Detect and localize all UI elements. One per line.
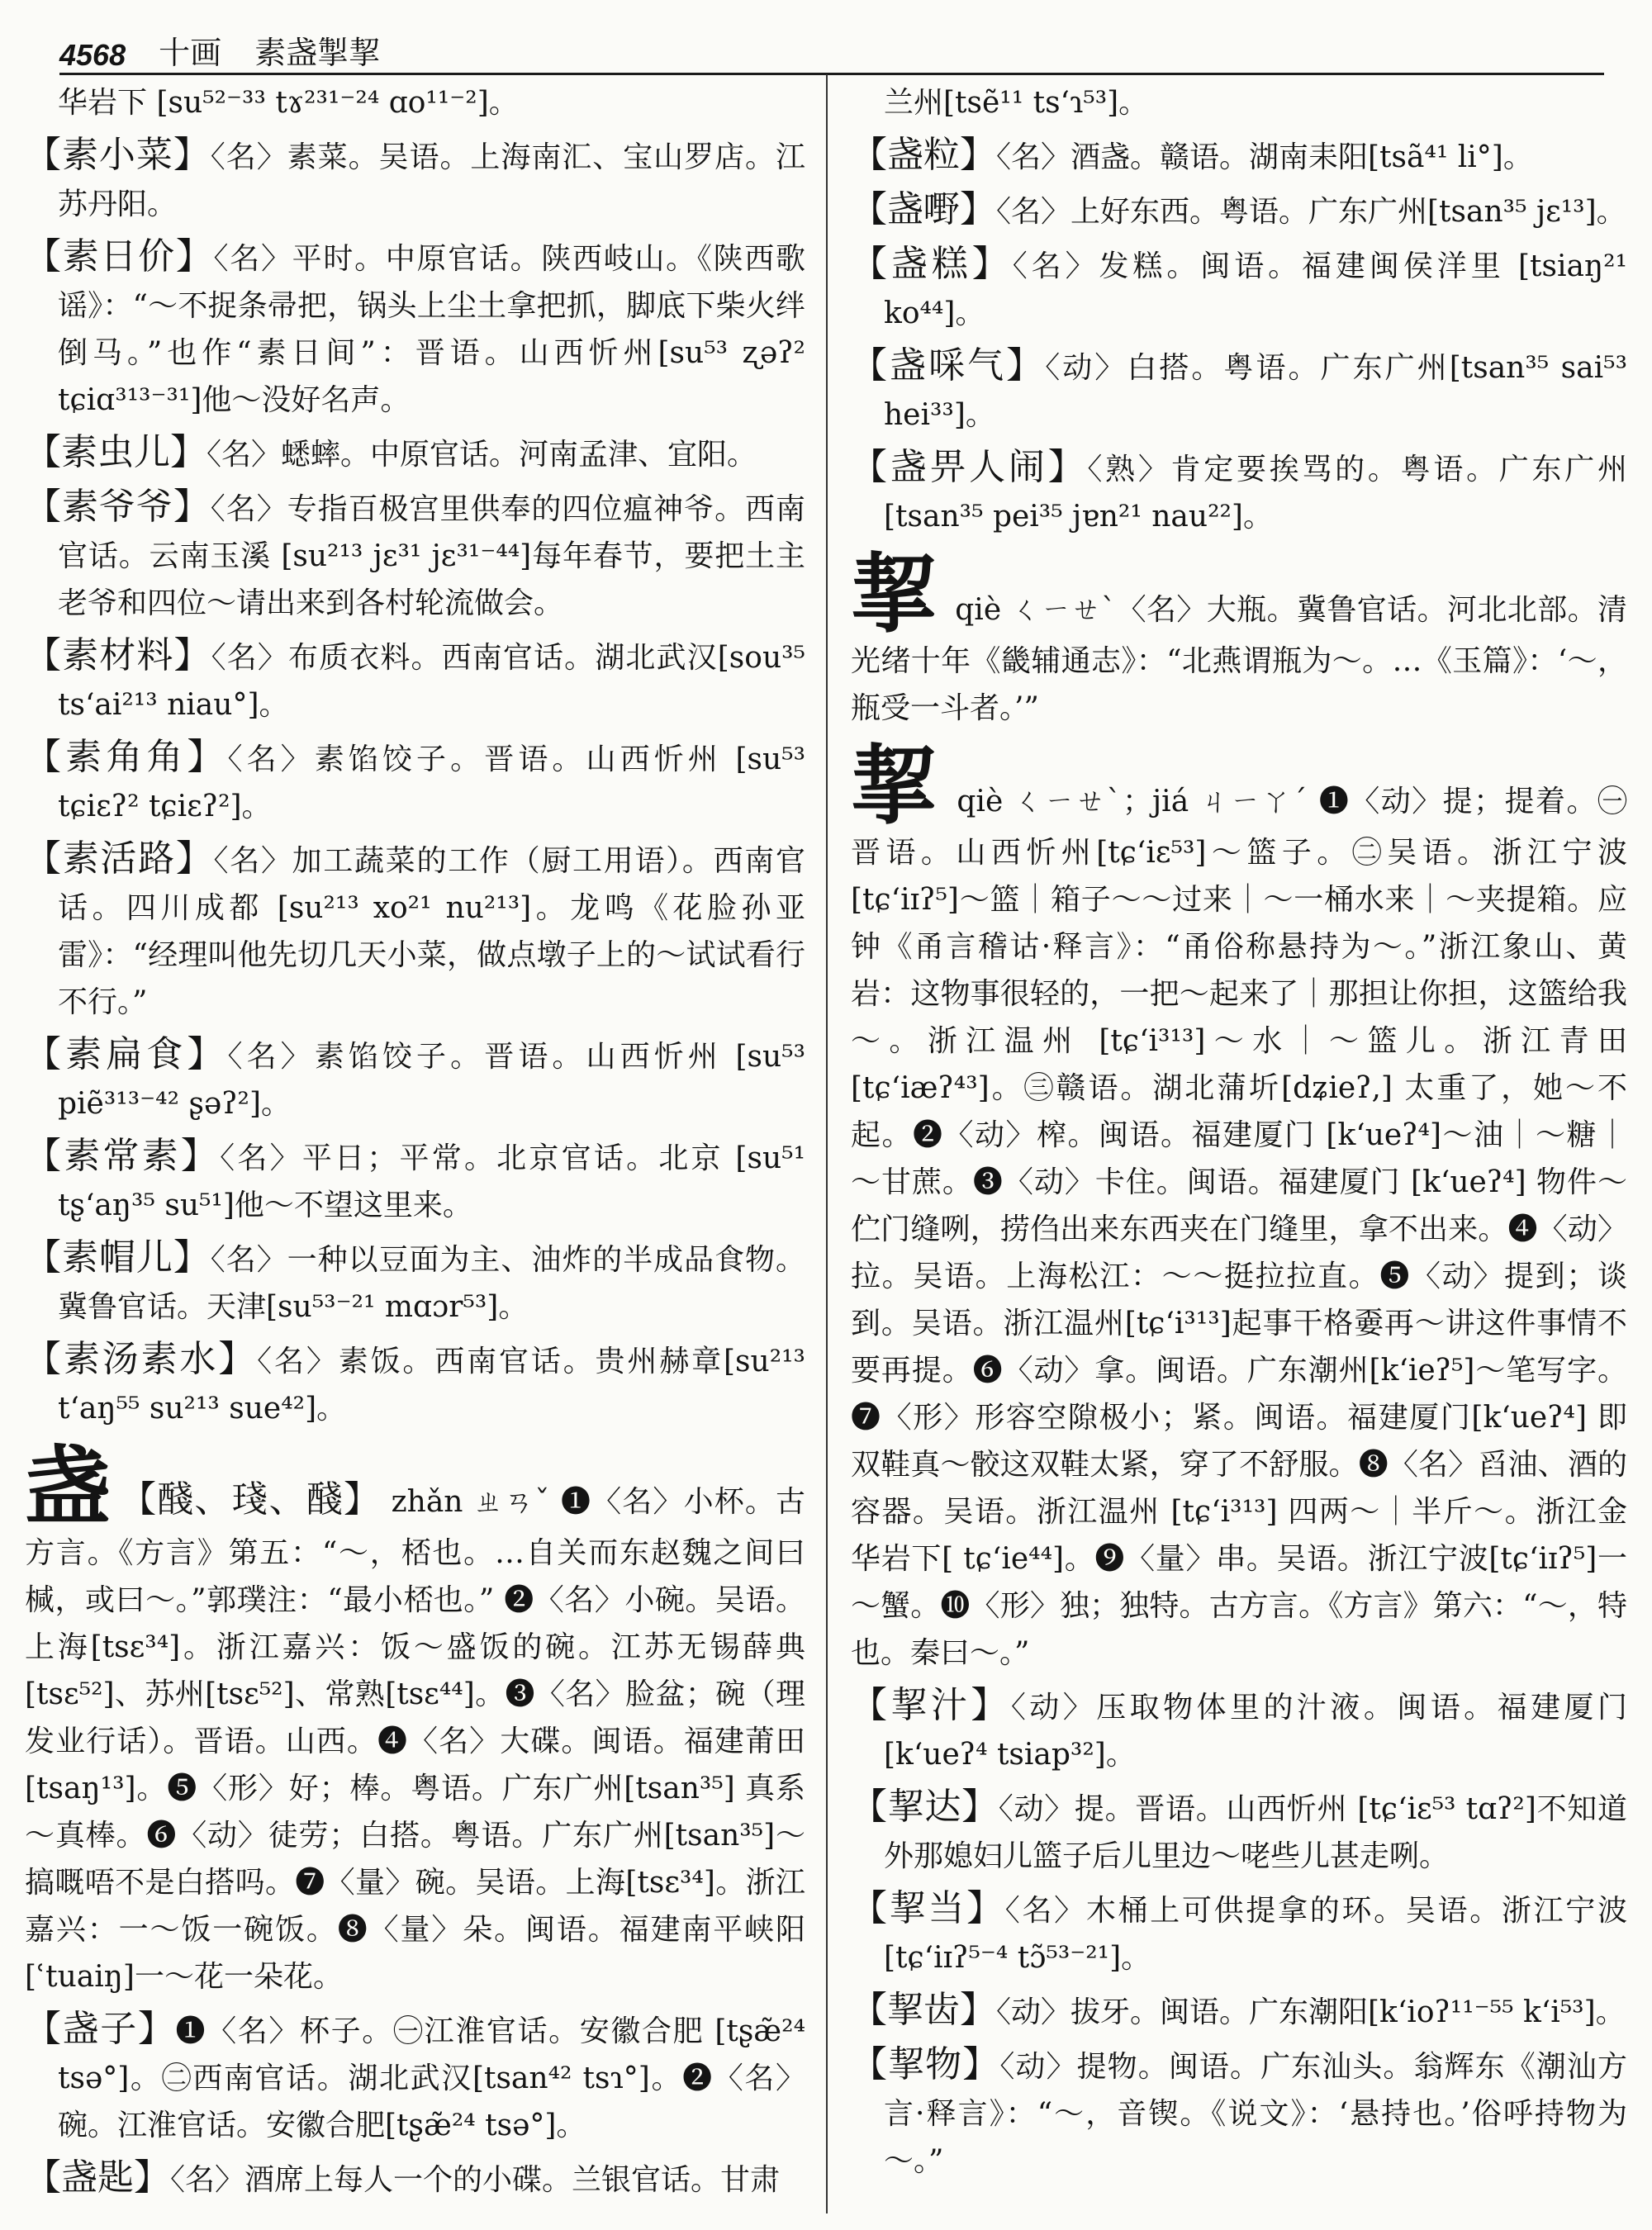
dictionary-entry <box>25 1336 805 1432</box>
dictionary-entry <box>25 79 805 126</box>
entry-definition: 〈名〉平时。中原官话。陕西岐山。《陕西歌谣》：“～不捉条帚把，锅头上尘土拿把抓，脚底下柴火绊倒马。”也作“素日间”：晋语。山西忻州[su⁵³ ʐəʔ² tɕiɑ³¹³⁻³¹]他～没好名声。 <box>58 242 805 417</box>
left-column <box>25 79 805 2218</box>
dictionary-entry <box>851 1986 1627 2036</box>
char-definition: qiè ㄑㄧㄝˋ；jiá ㄐㄧㄚˊ ❶〈动〉提；提着。㊀晋语。山西忻州[tɕ‘iɛ⁵³]～篮子。㊁吴语。浙江宁波[tɕ‘iɪʔ⁵]～篮｜箱子～～过来｜～一桶水来｜～夹提箱。应钟《甬言稽诂·释言》：“甬俗称悬持为～。”浙江象山、黄岩：这物事很轻的，一把～起来了｜那担让你担，这篮给我～。浙江温州 [tɕ‘i³¹³]～水｜～篮儿。浙江青田 [tɕ‘iæʔ⁴³]。㊂赣语。湖北蒲圻[dʑieʔ,] 太重了，她～不起。❷〈动〉榨。闽语。福建厦门 [k‘ueʔ⁴]～油｜～糖｜～甘蔗。❸〈动〉卡住。闽语。福建厦门 [k‘ueʔ⁴] 物件～伫门缝咧，捞㑇出来东西夹在门缝里，拿不出来。❹〈动〉拉。吴语。上海松江：～～挺拉拉直。❺〈动〉提到；谈到。吴语。浙江温州[tɕ‘i³¹³]起事干格嫑再～讲这件事情不要再提。❻〈动〉拿。闽语。广东潮州[k‘ieʔ⁵]～笔写字。❼〈形〉形容空隙极小；紧。闽语。福建厦门[k‘ueʔ⁴] 即双鞋真～骹这双鞋太紧，穿了不舒服。❽〈名〉舀油、酒的容器。吴语。浙江温州 [tɕ‘i³¹³] 四两～｜半斤～。浙江金华岩下[ tɕ‘ie⁴⁴]。❾〈量〉串。吴语。浙江宁波[tɕ‘iɪʔ⁵]一～蟹。❿〈形〉独；独特。古方言。《方言》第六：“～，特也。秦曰～。” <box>851 785 1627 1670</box>
entry-headword: 【素帽儿】 <box>25 1236 211 1279</box>
dictionary-entry <box>851 240 1627 337</box>
entry-headword: 【盏子】 <box>25 2008 176 2050</box>
entry-definition: 〈动〉白搭。粤语。广东广州[tsan³⁵ sai⁵³ hei³³]。 <box>884 351 1628 432</box>
entry-definition: ❶〈名〉杯子。㊀江淮官话。安徽合肥 [tʂæ̃²⁴ tsə°]。㊁西南官话。湖北武汉[tsan⁴² tsɿ°]。❷〈名〉碗。江淮官话。安徽合肥[tʂæ̃²⁴ tsə°]。 <box>58 2014 806 2142</box>
entry-definition: 〈熟〉肯定要挨骂的。粤语。广东广州 [tsan³⁵ pei³⁵ jɐn²¹ nau²²]。 <box>884 453 1627 534</box>
dictionary-entry <box>25 1031 805 1127</box>
dictionary-entry <box>25 1132 805 1229</box>
entry-headword: 【素小菜】 <box>25 134 211 176</box>
entry-definition: 〈名〉酒盏。赣语。湖南耒阳[tsã⁴¹ li°]。 <box>996 140 1533 174</box>
dictionary-entry <box>851 186 1627 235</box>
dictionary-entry <box>851 1682 1627 1778</box>
entry-definition: 〈名〉一种以豆面为主、油炸的半成品食物。冀鲁官话。天津[su⁵³⁻²¹ mɑɔr⁵³]。 <box>58 1243 805 1324</box>
char-entry-zhan <box>25 1435 805 2000</box>
dictionary-entry <box>851 131 1627 181</box>
entry-definition: 〈动〉拔牙。闽语。广东潮阳[k‘ioʔ¹¹⁻⁵⁵ k‘i⁵³]。 <box>996 1995 1626 2029</box>
entry-headword: 【素角角】 <box>25 736 228 778</box>
dictionary-entry <box>25 429 805 478</box>
char-entry-qie-2 <box>851 735 1627 1677</box>
entry-headword: 【挈达】 <box>851 1786 999 1828</box>
entry-definition: 〈名〉素馅饺子。晋语。山西忻州 [su⁵³ tɕiɛʔ² tɕiɛʔ²]。 <box>58 743 806 823</box>
dictionary-entry <box>25 233 805 424</box>
entry-headword: 【素日价】 <box>25 235 214 278</box>
dictionary-entry <box>851 444 1627 540</box>
entry-headword: 【素爷爷】 <box>25 486 211 528</box>
dictionary-entry <box>851 1783 1627 1880</box>
entry-headword: 【盏嘢】 <box>851 188 996 230</box>
dictionary-entry <box>25 632 805 728</box>
entry-definition: 〈名〉素饭。西南官话。贵州赫章[su²¹³ t‘aŋ⁵⁵ su²¹³ sue⁴²]。 <box>58 1345 805 1426</box>
entry-headword: 【素汤素水】 <box>25 1338 258 1380</box>
entry-definition: 〈名〉酒席上每人一个的小碟。兰银官话。甘肃 <box>170 2163 781 2197</box>
entry-headword: 【素扁食】 <box>25 1033 228 1075</box>
entry-definition: 〈名〉发糕。闽语。福建闽侯洋里 [tsiaŋ²¹ ko⁴⁴]。 <box>884 249 1627 330</box>
dictionary-entry <box>25 483 805 627</box>
entry-definition: 〈名〉蟋蟀。中原官话。河南孟津、宜阳。 <box>206 438 757 472</box>
entry-headword: 【素虫儿】 <box>25 431 206 473</box>
entry-definition: 〈动〉压取物体里的汁液。闽语。福建厦门 [k‘ueʔ⁴ tsiap³²]。 <box>884 1691 1627 1772</box>
entry-headword: 【挈汁】 <box>851 1684 1011 1726</box>
entry-definition: 〈动〉提物。闽语。广东汕头。翁辉东《潮汕方言·释言》：“～，音锲。《说文》：‘悬持也。’俗呼持物为～。” <box>884 2050 1627 2178</box>
entry-definition: 华岩下 [su⁵²⁻³³ tɤ²³¹⁻²⁴ ɑo¹¹⁻²]。 <box>58 86 519 120</box>
dictionary-entry <box>25 131 805 228</box>
entry-definition: 〈名〉素馅饺子。晋语。山西忻州 [su⁵³ piẽ³¹³⁻⁴² ʂəʔ²]。 <box>58 1040 806 1121</box>
entry-headword: 【素常素】 <box>25 1135 221 1177</box>
entry-definition: 〈名〉布质衣料。西南官话。湖北武汉[sou³⁵ ts‘ai²¹³ niau°]。 <box>58 641 805 722</box>
char-definition: zhǎn ㄓㄢˇ ❶〈名〉小杯。古方言。《方言》第五：“～，桮也。…自关而东赵魏之间曰椷，或曰～。”郭璞注：“最小桮也。” ❷〈名〉小碗。吴语。上海[tsɛ³⁴]。浙江嘉兴：饭～盛饭的碗。江苏无锡薛典[tsɛ⁵²]、苏州[tsɛ⁵²]、常熟[tsɛ⁴⁴]。❸〈名〉脸盆；碗（理发业行话）。晋语。山西。❹〈名〉大碟。闽语。福建莆田 [tsaŋ¹³]。❺〈形〉好；棒。粤语。广东广州[tsan³⁵] 真系～真棒。❻〈动〉徒劳；白搭。粤语。广东广州[tsan³⁵]～搞嘅唔不是白搭吗。❼〈量〉碗。吴语。上海[tsɛ³⁴]。浙江嘉兴：一～饭一碗饭。❽〈量〉朵。闽语。福建南平峡阳[ʿtuaiŋ]一～花一朵花。 <box>25 1485 805 1994</box>
running-head-chars: 素盏掣挈 <box>254 35 381 71</box>
dictionary-entry <box>25 835 805 1026</box>
column-divider <box>826 74 828 2213</box>
entry-definition: 〈名〉上好东西。粤语。广东广州[tsan³⁵ jɛ¹³]。 <box>996 195 1626 229</box>
dictionary-entry <box>25 733 805 830</box>
entry-headword: 【盏畀人闹】 <box>851 446 1088 488</box>
headchar: 盏 <box>25 1435 112 1537</box>
dictionary-entry <box>25 2005 805 2149</box>
entry-definition: 〈名〉平日；平常。北京官话。北京 [su⁵¹ tʂ‘aŋ³⁵ su⁵¹]他～不望这里来。 <box>58 1141 806 1222</box>
dictionary-entry <box>25 1234 805 1331</box>
headchar: 挈 <box>851 735 938 837</box>
entry-headword: 【盏啋气】 <box>851 344 1046 387</box>
variant-chars: 【醆、琖、醆】 <box>120 1478 382 1521</box>
entry-definition: 〈名〉木桶上可供提拿的环。吴语。浙江宁波 [tɕ‘iɪʔ⁵⁻⁴ tɔ̃⁵³⁻²¹]。 <box>884 1894 1627 1975</box>
entry-definition: 〈名〉素菜。吴语。上海南汇、宝山罗店。江苏丹阳。 <box>58 140 805 221</box>
page-number: 4568 <box>59 38 126 72</box>
section-label: 十画 <box>159 35 222 71</box>
entry-definition: 〈名〉专指百极宫里供奉的四位瘟神爷。西南官话。云南玉溪 [su²¹³ jɛ³¹ jɛ³¹⁻⁴⁴]每年春节，要把土主老爷和四位～请出来到各村轮流做会。 <box>58 492 805 620</box>
right-column <box>851 79 1627 2218</box>
entry-headword: 【盏糕】 <box>851 243 1013 285</box>
dictionary-entry <box>851 342 1627 439</box>
page-header <box>59 18 1604 75</box>
dictionary-entry <box>851 79 1627 126</box>
entry-headword: 【素材料】 <box>25 634 211 676</box>
entry-headword: 【挈物】 <box>851 2043 1000 2085</box>
char-definition: qiè ㄑㄧㄝˋ〈名〉大瓶。冀鲁官话。河北北部。清光绪十年《畿辅通志》：“北燕谓瓶为～。…《玉篇》：‘～，瓶受一斗者。’” <box>851 593 1627 725</box>
entry-definition: 兰州[tsẽ¹¹ ts‘ɿ⁵³]。 <box>884 86 1149 120</box>
entry-headword: 【素活路】 <box>25 837 214 880</box>
entry-definition: 〈动〉提。晋语。山西忻州 [tɕ‘iɛ⁵³ tɑʔ²]不知道外那媳妇儿篮子后儿里边～咾些儿甚走咧。 <box>884 1792 1627 1873</box>
dictionary-entry <box>851 1885 1627 1981</box>
entry-definition: 〈名〉加工蔬菜的工作（厨工用语）。西南官话。四川成都 [su²¹³ xo²¹ nu²¹³]。龙鸣《花脸孙亚雷》：“经理叫他先切几天小菜，做点墩子上的～试试看行不行。” <box>58 844 805 1019</box>
dictionary-entry <box>25 2154 805 2204</box>
entry-headword: 【盏匙】 <box>25 2156 170 2199</box>
char-entry-qie-1 <box>851 543 1627 732</box>
headchar: 挈 <box>851 543 938 645</box>
entry-headword: 【挈齿】 <box>851 1989 996 2031</box>
entry-headword: 【盏粒】 <box>851 134 996 176</box>
dictionary-entry <box>851 2041 1627 2185</box>
entry-headword: 【挈当】 <box>851 1887 1005 1929</box>
